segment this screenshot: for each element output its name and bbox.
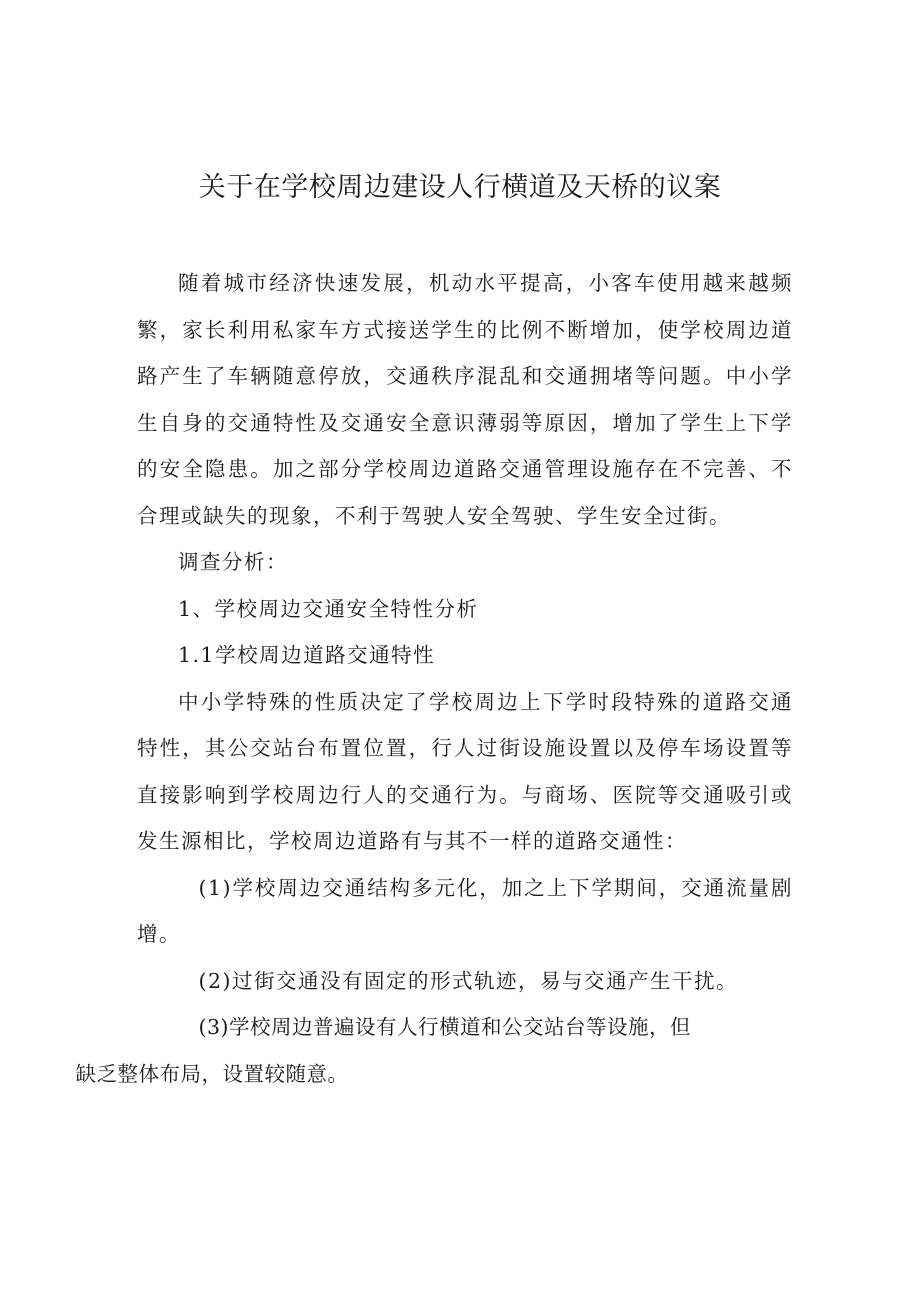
- document-title: 关于在学校周边建设人行横道及天桥的议案: [198, 172, 722, 203]
- paragraph-intro: 随着城市经济快速发展，机动水平提高，小客车使用越来越频繁，家长利用私家车方式接送学生的比例不断增加，使学校周边道路产生了车辆随意停放，交通秩序混乱和交通拥堵等问题。中小学生自身的交通特性及交通安全意识薄弱等原因，增加了学生上下学的安全隐患。加之部分学校周边道路交通管理设施存在不完善、不合理或缺失的现象，不利于驾驶人安全驾驶、学生安全过街。: [137, 271, 793, 528]
- list-item-3: [75, 1004, 793, 1097]
- list-item-1: (1)学校周边交通结构多元化，加之上下学期间，交通流量剧增。: [137, 875, 793, 946]
- list-item-3-line-2: 缺乏整体布局，设置较随意。: [75, 1061, 349, 1086]
- document-body: [75, 260, 793, 1097]
- paragraph-traffic-characteristics: 中小学特殊的性质决定了学校周边上下学时段特殊的道路交通特性，其公交站台布置位置，行人过街设施设置以及停车场设置等直接影响到学校周边行人的交通行为。与商场、医院等交通吸引或发生源相比，学校周边道路有与其不一样的道路交通性：: [137, 689, 793, 853]
- list-item-3-line-1: (3)学校周边普遍设有人行横道和公交站台等设施，但: [198, 1015, 692, 1039]
- paragraph-survey-heading: 调查分析：: [178, 550, 288, 574]
- section-heading-1-1: 1.1学校周边道路交通特性: [178, 643, 436, 667]
- list-item-2: (2)过街交通没有固定的形式轨迹，易与交通产生干扰。: [198, 968, 739, 993]
- section-heading-1: 1、学校周边交通安全特性分析: [178, 596, 479, 621]
